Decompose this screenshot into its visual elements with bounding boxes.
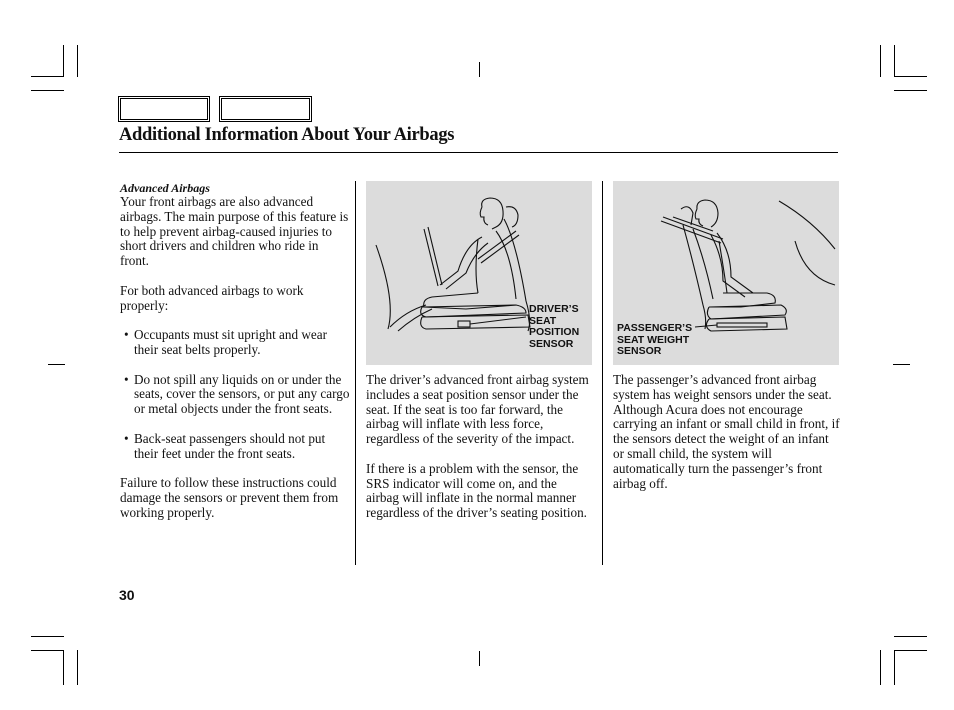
- bullet-item: • Back-seat passengers should not put their feet under the front seats.: [120, 432, 350, 462]
- passenger-sensor-paragraph: The passenger’s advanced front airbag system has weight sensors under the seat. Although Acura does not encourage carrying an infant or small child in front, if the sensors detect the weight of an infant or small child, the system will automatically turn the passenger’s front airbag off.: [613, 372, 840, 491]
- passenger-seat-figure: [613, 181, 839, 365]
- page-title: Additional Information About Your Airbags: [119, 125, 455, 145]
- title-rule: [119, 152, 838, 153]
- right-column-text: [613, 373, 841, 506]
- driver-sensor-paragraph: The driver’s advanced front airbag system includes a seat position sensor under the seat. If the seat is too far forward, the airbag will inflate with less force, regardless of the severity of the impact.: [366, 372, 589, 447]
- column-divider: [602, 181, 603, 565]
- page-number: 30: [119, 587, 135, 603]
- figure-label: PASSENGER’S SEAT WEIGHT SENSOR: [617, 322, 693, 357]
- driver-seat-figure: [366, 181, 592, 365]
- closing-paragraph: Failure to follow these instructions could damage the sensors or prevent them from working properly.: [120, 475, 339, 520]
- middle-column-text: [366, 373, 592, 536]
- intro-paragraph: Your front airbags are also advanced airbags. The main purpose of this feature is to help prevent airbag-caused injuries to short drivers and children who ride in front.: [120, 194, 349, 269]
- sensor-problem-paragraph: If there is a problem with the sensor, the SRS indicator will come on, and the airbag will inflate in the normal manner regardless of the driver’s seating position.: [366, 460, 587, 521]
- bullet-item: • Do not spill any liquids on or under the seats, cover the sensors, or put any cargo or metal objects under the front seats.: [120, 373, 350, 417]
- left-column: [120, 181, 350, 535]
- header-tab-box: [118, 96, 210, 122]
- subheading: Advanced Airbags: [120, 181, 210, 195]
- bullet-item: • Occupants must sit upright and wear their seat belts properly.: [120, 328, 350, 358]
- column-divider: [355, 181, 356, 565]
- lead-in-paragraph: For both advanced airbags to work properly:: [120, 282, 304, 313]
- header-tab-box: [219, 96, 312, 122]
- figure-label: DRIVER’S SEAT POSITION SENSOR: [529, 303, 580, 350]
